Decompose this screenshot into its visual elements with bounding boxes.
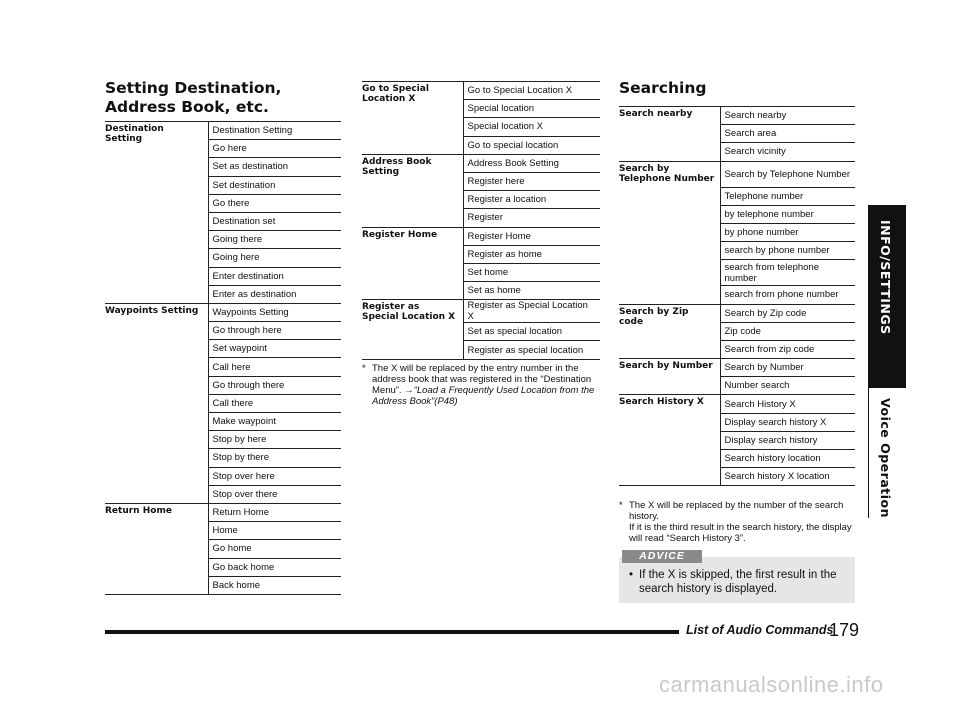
command-cell: Call here <box>208 358 341 376</box>
command-cell: search from telephone number <box>720 260 855 286</box>
footnote-address-book <box>362 363 600 407</box>
command-cell: Go to Special Location X <box>463 82 600 100</box>
command-cell: by phone number <box>720 223 855 241</box>
command-cell: Search area <box>720 125 855 143</box>
watermark: carmanualsonline.info <box>659 672 884 697</box>
col1-section <box>105 79 341 117</box>
command-cell: Go there <box>208 194 341 212</box>
command-cell: Search History X <box>720 395 855 413</box>
command-cell: Enter as destination <box>208 285 341 303</box>
category-search-by-number: Search by Number <box>619 359 720 395</box>
command-cell: Search nearby <box>720 107 855 125</box>
category-search-history-x: Search History X <box>619 395 720 486</box>
command-cell: Home <box>208 522 341 540</box>
command-cell: Going there <box>208 231 341 249</box>
command-cell: Register Home <box>463 227 600 245</box>
category-search-nearby: Search nearby <box>619 107 720 162</box>
command-cell: Search by Telephone Number <box>720 161 855 187</box>
category-destination-setting: Destination Setting <box>105 122 208 304</box>
command-cell: Destination Setting <box>208 122 341 140</box>
footer-title: List of Audio Commands <box>686 623 834 637</box>
command-cell: Number search <box>720 377 855 395</box>
table-row <box>105 122 341 140</box>
sidebar-tab-label-voice-operation[interactable]: Voice Operation <box>878 398 893 518</box>
command-cell: Go through there <box>208 376 341 394</box>
col3-section <box>619 79 855 98</box>
advice-bullet: • <box>629 569 634 581</box>
command-cell: Set destination <box>208 176 341 194</box>
category-go-to-special-location-x: Go to Special Location X <box>362 82 463 155</box>
command-cell: Telephone number <box>720 187 855 205</box>
command-cell: Set as special location <box>463 323 600 341</box>
command-cell: Call there <box>208 394 341 412</box>
command-cell: search by phone number <box>720 242 855 260</box>
command-cell: Enter destination <box>208 267 341 285</box>
section-title-searching: Searching <box>619 79 707 97</box>
command-cell: Special location <box>463 100 600 118</box>
footnote-reference-link[interactable]: →“Load a Frequently Used Location from the Address Book”(P48) <box>372 385 595 407</box>
command-cell: Search from zip code <box>720 340 855 358</box>
command-cell: Set as home <box>463 282 600 300</box>
command-cell: Register as home <box>463 245 600 263</box>
command-cell: Display search history <box>720 431 855 449</box>
command-cell: Waypoints Setting <box>208 303 341 321</box>
sidebar-tab-label-info-settings: INFO/SETTINGS <box>878 220 893 335</box>
section-title-setting-destination: Setting Destination, Address Book, etc. <box>105 79 282 116</box>
table-row <box>619 304 855 322</box>
command-cell: Go to special location <box>463 136 600 154</box>
command-cell: Destination set <box>208 212 341 230</box>
footer-rule <box>105 630 679 634</box>
command-cell: Set home <box>463 263 600 281</box>
command-cell: Stop by here <box>208 431 341 449</box>
command-cell: Search history X location <box>720 468 855 486</box>
advice-box <box>619 557 855 603</box>
command-cell: Go through here <box>208 322 341 340</box>
command-cell: Return Home <box>208 503 341 521</box>
command-cell: Stop by there <box>208 449 341 467</box>
footnote-marker: * <box>362 363 366 374</box>
table-row <box>619 161 855 187</box>
command-cell: Display search history X <box>720 413 855 431</box>
table-row <box>362 82 600 100</box>
table-row <box>619 107 855 125</box>
command-cell: Register a location <box>463 191 600 209</box>
footnote-search-history <box>619 500 855 544</box>
command-cell: Register as special location <box>463 341 600 359</box>
page-number: 179 <box>829 620 860 640</box>
command-cell: by telephone number <box>720 205 855 223</box>
footnote-marker: * <box>619 500 623 511</box>
footnote-text: The X will be replaced by the entry number in the address book that was registered in the “Destination Menu”. <box>372 363 592 396</box>
category-search-by-telephone-number: Search by Telephone Number <box>619 161 720 304</box>
command-cell: Going here <box>208 249 341 267</box>
command-cell: Back home <box>208 576 341 594</box>
category-register-as-special-location-x: Register as Special Location X <box>362 300 463 359</box>
command-cell: Stop over here <box>208 467 341 485</box>
command-cell: Register as Special Location X <box>463 300 600 323</box>
command-cell: Stop over there <box>208 485 341 503</box>
command-table-searching <box>619 106 855 486</box>
table-row <box>105 503 341 521</box>
table-row <box>362 227 600 245</box>
command-cell: Set as destination <box>208 158 341 176</box>
command-cell: Address Book Setting <box>463 154 600 172</box>
command-cell: search from phone number <box>720 286 855 304</box>
sidebar-divider <box>868 388 869 518</box>
command-cell: Search history location <box>720 450 855 468</box>
command-cell: Search vicinity <box>720 143 855 161</box>
command-cell: Register here <box>463 172 600 190</box>
category-waypoints-setting: Waypoints Setting <box>105 303 208 503</box>
command-cell: Set waypoint <box>208 340 341 358</box>
advice-text: If the X is skipped, the first result in the search history is displayed. <box>639 569 837 595</box>
category-return-home: Return Home <box>105 503 208 594</box>
table-row <box>619 359 855 377</box>
command-table-setting-destination <box>105 121 341 595</box>
category-register-home: Register Home <box>362 227 463 300</box>
command-cell: Special location X <box>463 118 600 136</box>
command-cell: Go here <box>208 140 341 158</box>
command-cell: Make waypoint <box>208 413 341 431</box>
table-row <box>105 303 341 321</box>
footnote-line-2: If it is the third result in the search history, the display will read “Search History 3”. <box>629 522 852 544</box>
footnote-line-1: The X will be replaced by the number of the search history. <box>629 500 844 522</box>
command-cell: Zip code <box>720 322 855 340</box>
command-cell: Go home <box>208 540 341 558</box>
category-search-by-zip-code: Search by Zip code <box>619 304 720 359</box>
command-cell: Search by Zip code <box>720 304 855 322</box>
command-cell: Search by Number <box>720 359 855 377</box>
advice-label: ADVICE <box>622 550 702 563</box>
command-cell: Go back home <box>208 558 341 576</box>
table-row <box>362 154 600 172</box>
category-address-book-setting: Address Book Setting <box>362 154 463 227</box>
command-cell: Register <box>463 209 600 227</box>
table-row <box>619 395 855 413</box>
command-table-special-location <box>362 81 600 360</box>
table-row <box>362 300 600 323</box>
